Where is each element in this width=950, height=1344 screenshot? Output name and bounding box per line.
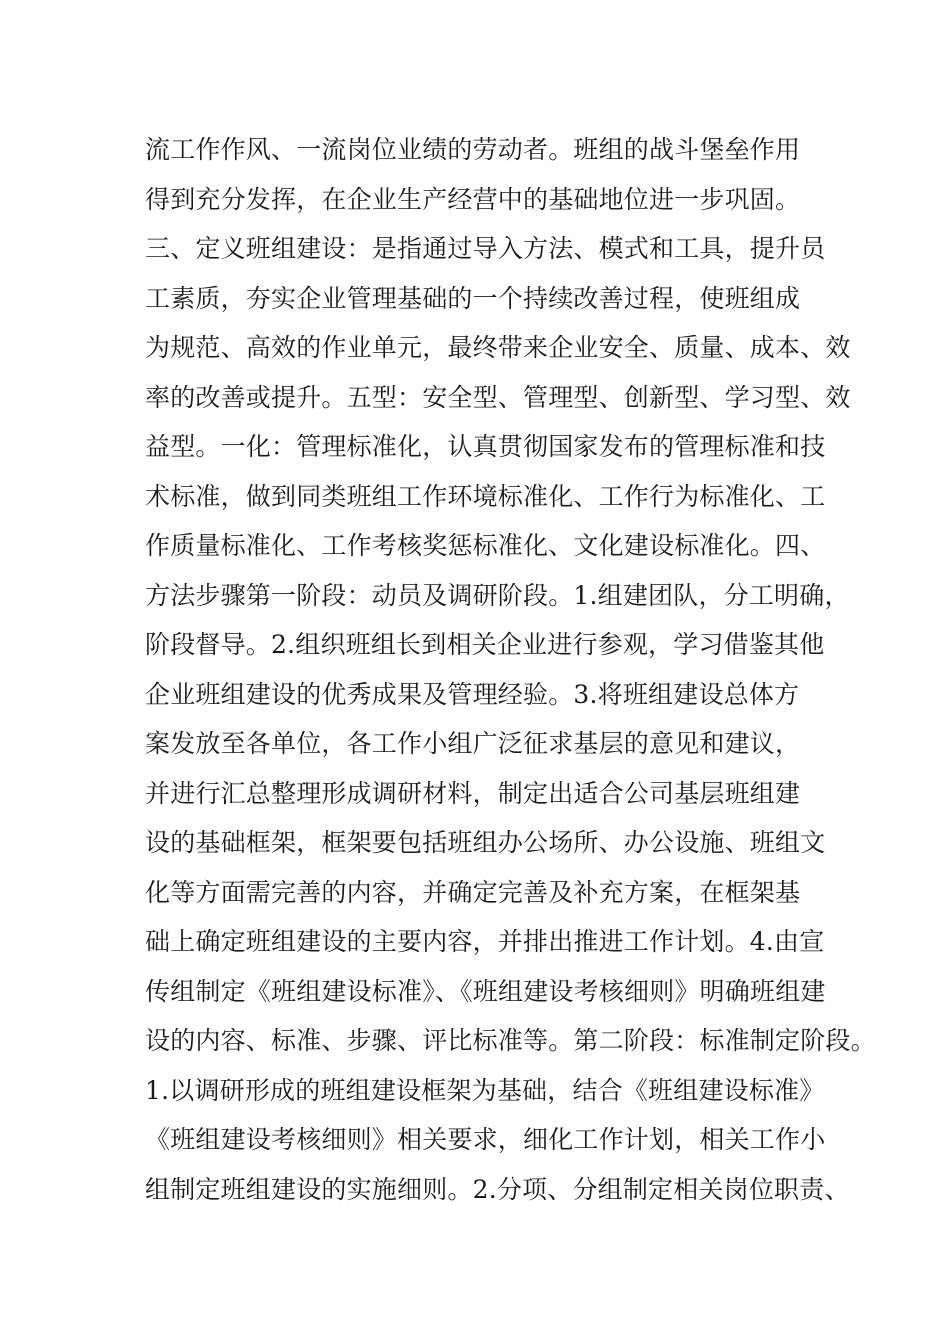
text-line: 设的基础框架，框架要包括班组办公场所、办公设施、班组文 <box>145 828 826 857</box>
text-line: 案发放至各单位，各工作小组广泛征求基层的意见和建议， <box>145 729 801 758</box>
text-line: 并进行汇总整理形成调研材料，制定出适合公司基层班组建 <box>145 778 801 808</box>
body-text <box>145 125 876 1214</box>
text-line: 益型。一化：管理标准化，认真贯彻国家发布的管理标准和技 <box>145 432 826 461</box>
text-line: 阶段督导。2.组织班组长到相关企业进行参观，学习借鉴其他 <box>145 630 825 659</box>
text-line: 得到充分发挥，在企业生产经营中的基础地位进一步巩固。 <box>145 184 801 214</box>
text-line: 方法步骤第一阶段：动员及调研阶段。1.组建团队，分工明确， <box>145 580 850 610</box>
text-line: 三、定义班组建设：是指通过导入方法、模式和工具，提升员 <box>145 234 826 263</box>
text-line: 为规范、高效的作业单元，最终带来企业安全、质量、成本、效 <box>145 333 851 362</box>
text-line: 设的内容、标准、步骤、评比标准等。第二阶段：标准制定阶段。 <box>145 1026 876 1055</box>
text-line: 础上确定班组建设的主要内容，并排出推进工作计划。4.由宣 <box>145 927 825 956</box>
text-line: 流工作作风、一流岗位业绩的劳动者。班组的战斗堡垒作用 <box>145 135 801 164</box>
text-line: 化等方面需完善的内容，并确定完善及补充方案，在框架基 <box>145 877 801 907</box>
text-line: 《班组建设考核细则》相关要求，细化工作计划，相关工作小 <box>145 1125 826 1154</box>
text-line: 组制定班组建设的实施细则。2.分项、分组制定相关岗位职责、 <box>145 1174 850 1204</box>
text-line: 企业班组建设的优秀成果及管理经验。3.将班组建设总体方 <box>145 679 800 709</box>
text-line: 传组制定《班组建设标准》、《班组建设考核细则》明确班组建 <box>145 976 826 1006</box>
text-line: 工素质，夯实企业管理基础的一个持续改善过程，使班组成 <box>145 283 801 313</box>
text-line: 作质量标准化、工作考核奖惩标准化、文化建设标准化。四、 <box>145 531 826 560</box>
text-line: 率的改善或提升。五型：安全型、管理型、创新型、学习型、效 <box>145 382 851 412</box>
text-line: 1.以调研形成的班组建设框架为基础，结合《班组建设标准》 <box>145 1075 825 1105</box>
text-line: 术标准，做到同类班组工作环境标准化、工作行为标准化、工 <box>145 481 826 511</box>
